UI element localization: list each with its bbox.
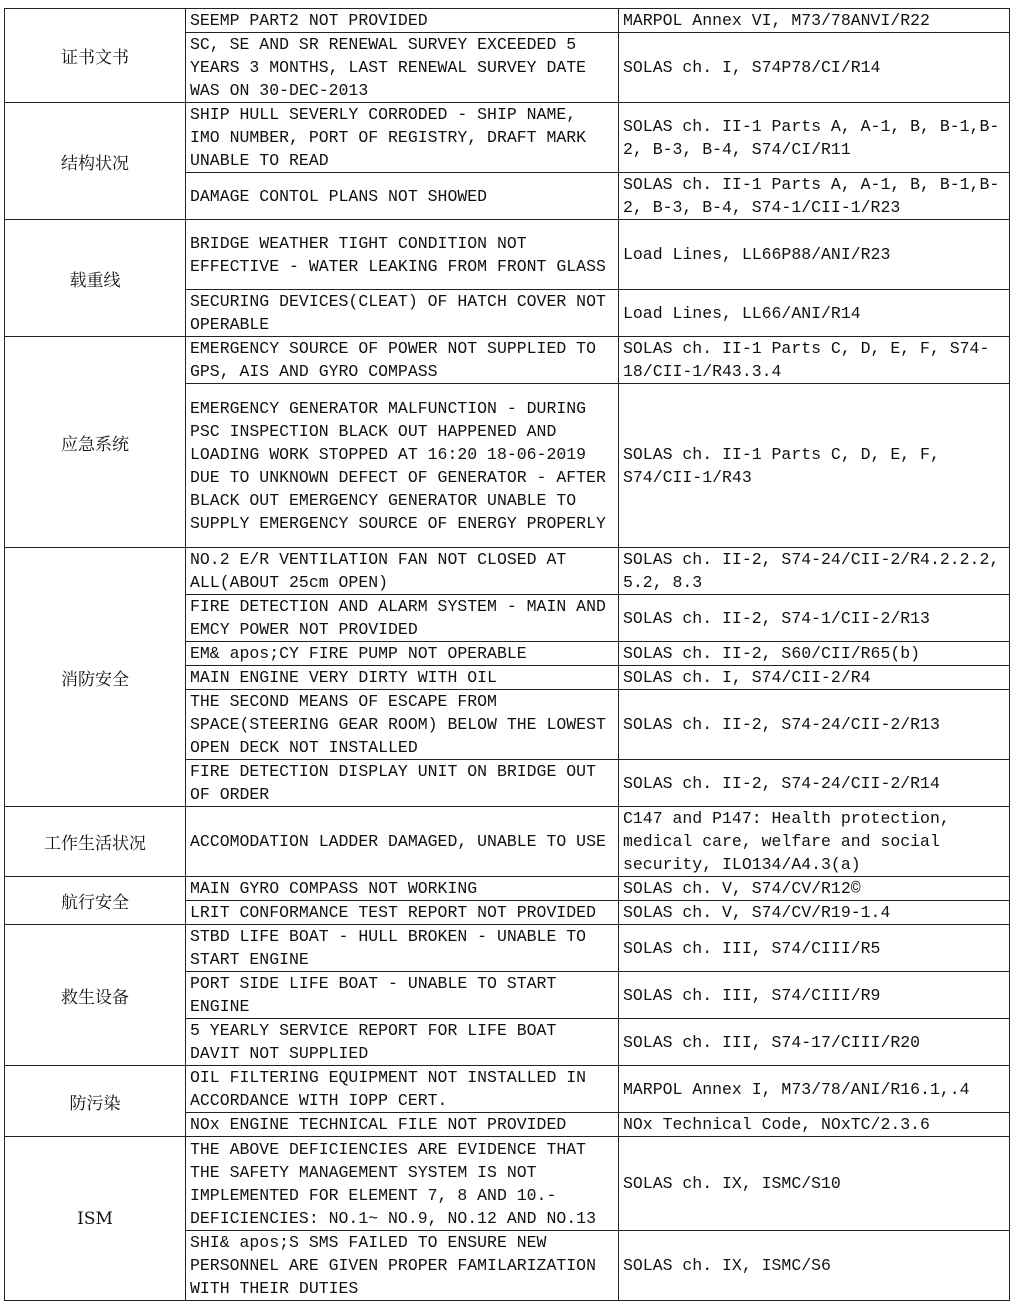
- reference-cell: SOLAS ch. I, S74P78/CI/R14: [619, 33, 1010, 103]
- reference-cell: SOLAS ch. II-2, S74-24/CII-2/R4.2.2.2, 5.2, 8.3: [619, 548, 1010, 595]
- reference-cell: Load Lines, LL66P88/ANI/R23: [619, 220, 1010, 290]
- deficiency-cell: SEEMP PART2 NOT PROVIDED: [186, 9, 619, 33]
- table-row: [5, 548, 1010, 595]
- reference-cell: MARPOL Annex I, M73/78/ANI/R16.1,.4: [619, 1066, 1010, 1113]
- category-cell: 应急系统: [5, 337, 186, 548]
- reference-cell: SOLAS ch. II-2, S74-1/CII-2/R13: [619, 595, 1010, 642]
- deficiency-cell: SECURING DEVICES(CLEAT) OF HATCH COVER NOT OPERABLE: [186, 290, 619, 337]
- deficiency-table-body: [5, 9, 1010, 1301]
- deficiency-cell: PORT SIDE LIFE BOAT - UNABLE TO START ENGINE: [186, 972, 619, 1019]
- deficiency-cell: LRIT CONFORMANCE TEST REPORT NOT PROVIDED: [186, 901, 619, 925]
- reference-cell: SOLAS ch. II-1 Parts A, A-1, B, B-1,B-2, B-3, B-4, S74/CI/R11: [619, 103, 1010, 173]
- deficiency-cell: OIL FILTERING EQUIPMENT NOT INSTALLED IN ACCORDANCE WITH IOPP CERT.: [186, 1066, 619, 1113]
- deficiency-cell: SHIP HULL SEVERLY CORRODED - SHIP NAME, IMO NUMBER, PORT OF REGISTRY, DRAFT MARK UNABLE TO READ: [186, 103, 619, 173]
- deficiency-cell: NO.2 E/R VENTILATION FAN NOT CLOSED AT ALL(ABOUT 25cm OPEN): [186, 548, 619, 595]
- deficiency-cell: EMERGENCY SOURCE OF POWER NOT SUPPLIED TO GPS, AIS AND GYRO COMPASS: [186, 337, 619, 384]
- reference-cell: SOLAS ch. II-1 Parts C, D, E, F, S74-18/CII-1/R43.3.4: [619, 337, 1010, 384]
- reference-cell: Load Lines, LL66/ANI/R14: [619, 290, 1010, 337]
- deficiency-cell: 5 YEARLY SERVICE REPORT FOR LIFE BOAT DAVIT NOT SUPPLIED: [186, 1019, 619, 1066]
- table-row: [5, 925, 1010, 972]
- category-cell: 证书文书: [5, 9, 186, 103]
- category-cell: 防污染: [5, 1066, 186, 1137]
- reference-cell: MARPOL Annex VI, M73/78ANVI/R22: [619, 9, 1010, 33]
- reference-cell: SOLAS ch. III, S74/CIII/R9: [619, 972, 1010, 1019]
- table-row: [5, 807, 1010, 877]
- deficiency-cell: EMERGENCY GENERATOR MALFUNCTION - DURING PSC INSPECTION BLACK OUT HAPPENED AND LOADING WORK STOPPED AT 16:20 18-06-2019 DUE TO UNKNOWN DEFECT OF GENERATOR - AFTER BLACK OUT EMERGENCY GENERATOR UNABLE TO SUPPLY EMERGENCY SOURCE OF ENERGY PROPERLY: [186, 384, 619, 548]
- deficiency-cell: NOx ENGINE TECHNICAL FILE NOT PROVIDED: [186, 1113, 619, 1137]
- reference-cell: SOLAS ch. II-1 Parts C, D, E, F, S74/CII-1/R43: [619, 384, 1010, 548]
- table-row: [5, 220, 1010, 290]
- deficiency-cell: BRIDGE WEATHER TIGHT CONDITION NOT EFFECTIVE - WATER LEAKING FROM FRONT GLASS: [186, 220, 619, 290]
- reference-cell: SOLAS ch. V, S74/CV/R12©: [619, 877, 1010, 901]
- deficiency-table: [4, 8, 1010, 1301]
- category-cell: 航行安全: [5, 877, 186, 925]
- deficiency-cell: SC, SE AND SR RENEWAL SURVEY EXCEEDED 5 YEARS 3 MONTHS, LAST RENEWAL SURVEY DATE WAS ON 30-DEC-2013: [186, 33, 619, 103]
- deficiency-cell: MAIN ENGINE VERY DIRTY WITH OIL: [186, 666, 619, 690]
- reference-cell: SOLAS ch. II-2, S74-24/CII-2/R14: [619, 760, 1010, 807]
- deficiency-cell: THE SECOND MEANS OF ESCAPE FROM SPACE(STEERING GEAR ROOM) BELOW THE LOWEST OPEN DECK NOT INSTALLED: [186, 690, 619, 760]
- deficiency-cell: FIRE DETECTION AND ALARM SYSTEM - MAIN AND EMCY POWER NOT PROVIDED: [186, 595, 619, 642]
- category-cell: 消防安全: [5, 548, 186, 807]
- deficiency-cell: MAIN GYRO COMPASS NOT WORKING: [186, 877, 619, 901]
- category-cell: 载重线: [5, 220, 186, 337]
- reference-cell: SOLAS ch. II-1 Parts A, A-1, B, B-1,B-2, B-3, B-4, S74-1/CII-1/R23: [619, 173, 1010, 220]
- category-cell: 工作生活状况: [5, 807, 186, 877]
- table-row: [5, 877, 1010, 901]
- deficiency-cell: SHI& apos;S SMS FAILED TO ENSURE NEW PERSONNEL ARE GIVEN PROPER FAMILARIZATION WITH THEIR DUTIES: [186, 1231, 619, 1301]
- reference-cell: NOx Technical Code, NOxTC/2.3.6: [619, 1113, 1010, 1137]
- deficiency-cell: DAMAGE CONTOL PLANS NOT SHOWED: [186, 173, 619, 220]
- reference-cell: C147 and P147: Health protection, medical care, welfare and social security, ILO134/A4.3(a): [619, 807, 1010, 877]
- reference-cell: SOLAS ch. II-2, S60/CII/R65(b): [619, 642, 1010, 666]
- table-row: [5, 9, 1010, 33]
- category-cell: ISM: [5, 1137, 186, 1301]
- table-row: [5, 1066, 1010, 1113]
- reference-cell: SOLAS ch. I, S74/CII-2/R4: [619, 666, 1010, 690]
- deficiency-cell: EM& apos;CY FIRE PUMP NOT OPERABLE: [186, 642, 619, 666]
- deficiency-cell: STBD LIFE BOAT - HULL BROKEN - UNABLE TO START ENGINE: [186, 925, 619, 972]
- deficiency-cell: THE ABOVE DEFICIENCIES ARE EVIDENCE THAT THE SAFETY MANAGEMENT SYSTEM IS NOT IMPLEMENTED FOR ELEMENT 7, 8 AND 10.- DEFICIENCIES: NO.1~ NO.9, NO.12 AND NO.13: [186, 1137, 619, 1231]
- reference-cell: SOLAS ch. III, S74-17/CIII/R20: [619, 1019, 1010, 1066]
- reference-cell: SOLAS ch. IX, ISMC/S6: [619, 1231, 1010, 1301]
- reference-cell: SOLAS ch. V, S74/CV/R19-1.4: [619, 901, 1010, 925]
- reference-cell: SOLAS ch. II-2, S74-24/CII-2/R13: [619, 690, 1010, 760]
- category-cell: 救生设备: [5, 925, 186, 1066]
- deficiency-cell: FIRE DETECTION DISPLAY UNIT ON BRIDGE OUT OF ORDER: [186, 760, 619, 807]
- table-row: [5, 337, 1010, 384]
- table-row: [5, 103, 1010, 173]
- table-row: [5, 1137, 1010, 1231]
- reference-cell: SOLAS ch. IX, ISMC/S10: [619, 1137, 1010, 1231]
- deficiency-cell: ACCOMODATION LADDER DAMAGED, UNABLE TO USE: [186, 807, 619, 877]
- category-cell: 结构状况: [5, 103, 186, 220]
- reference-cell: SOLAS ch. III, S74/CIII/R5: [619, 925, 1010, 972]
